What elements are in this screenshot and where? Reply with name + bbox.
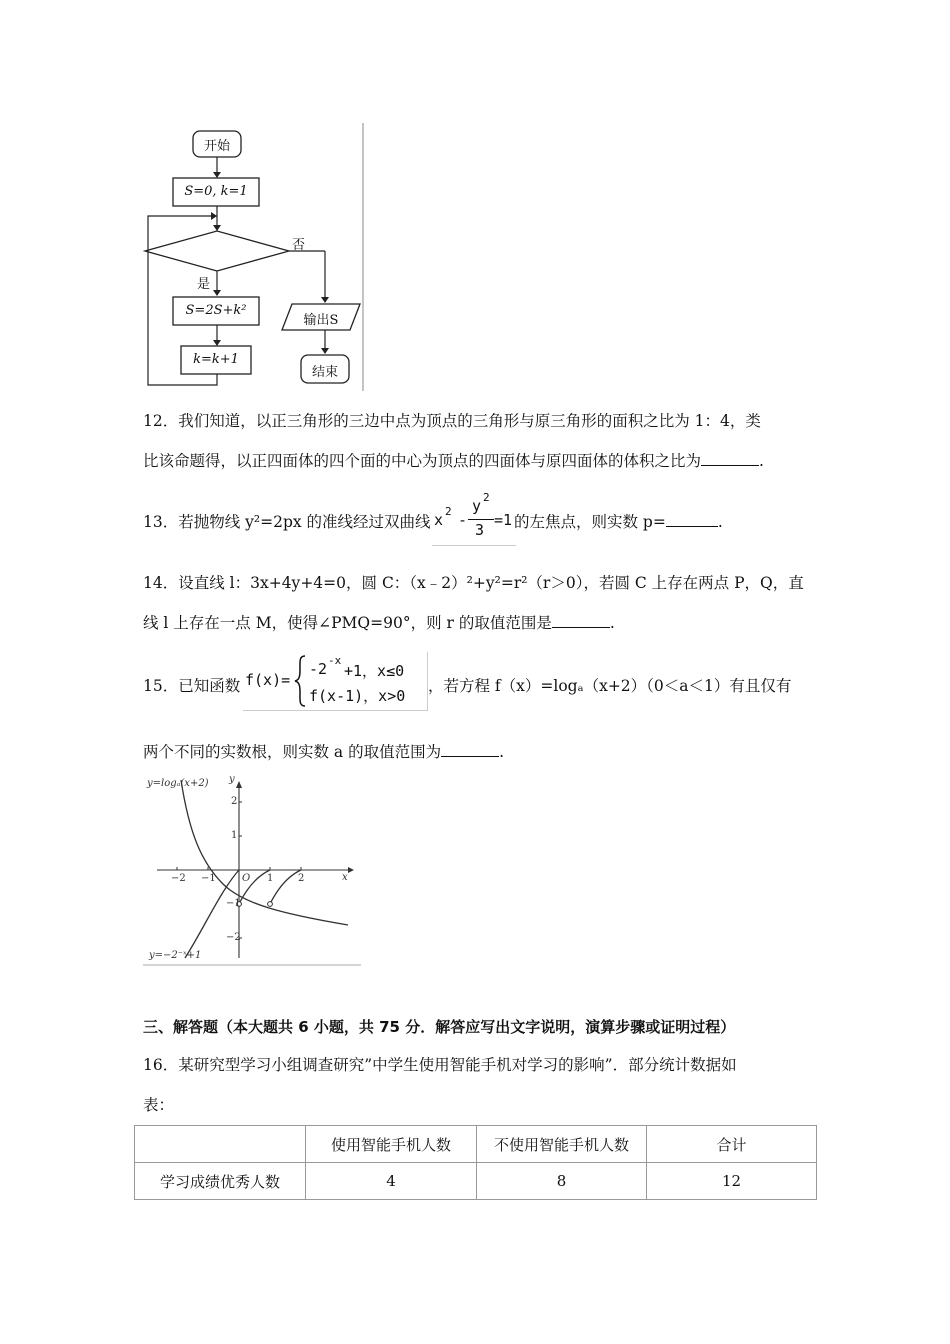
y-tick-neg1: −1 <box>226 898 241 909</box>
table-cell: 8 <box>477 1163 647 1200</box>
x-axis-label: x <box>342 872 348 883</box>
x-tick-neg2: −2 <box>171 873 186 884</box>
q13-answer-blank <box>666 526 718 527</box>
log-curve-label: y=logₐ(x+2) <box>147 778 209 789</box>
formula-y-exp: 2 <box>483 491 490 504</box>
table-header-cell: 不使用智能手机人数 <box>477 1126 647 1163</box>
q14-line2-text: 线 l 上存在一点 M，使得∠PMQ=90°，则 r 的取值范围是 <box>143 614 552 632</box>
start-label: 开始 <box>203 139 230 154</box>
log-curve <box>181 780 348 925</box>
q14-line2 <box>143 612 615 634</box>
table-header-row <box>135 1126 817 1163</box>
formula-x: x <box>434 511 444 529</box>
q14-end: . <box>609 614 615 632</box>
x-tick-2: 2 <box>298 873 305 884</box>
left-brace <box>293 654 307 708</box>
q14-line1: 14．设直线 l：3x+4y+4=0，圆 C：（x﹣2）²+y²=r²（r＞0），若圆 C 上存在两点 P，Q，直 <box>143 574 804 592</box>
q12-line2-text: 比该命题得，以正四面体的四个面的中心为顶点的四面体与原四面体的体积之比为 <box>143 452 702 470</box>
q13-line <box>143 511 431 533</box>
case1-rest: +1，x≤0 <box>344 662 405 680</box>
x-tick-neg1: −1 <box>201 873 216 884</box>
no-label: 否 <box>292 238 306 253</box>
q15-end: . <box>499 743 505 761</box>
q15-line2-text: 两个不同的实数根，则实数 a 的取值范围为 <box>143 743 442 761</box>
formula-den: 3 <box>475 521 485 539</box>
y-tick-2: 2 <box>231 796 238 807</box>
q13-prefix: 13．若抛物线 y²=2px 的准线经过双曲线 <box>143 513 431 531</box>
section3-heading: 三、解答题（本大题共 6 小题，共 75 分．解答应写出文字说明，演算步骤或证明过程） <box>143 1018 736 1036</box>
open-point-2 <box>268 902 273 907</box>
table-header-cell: 使用智能手机人数 <box>306 1126 477 1163</box>
exp-curve-label: y=−2⁻ˣ+1 <box>149 950 202 961</box>
formula-x-exp: 2 <box>445 505 452 518</box>
table-header-cell <box>135 1126 306 1163</box>
yes-label: 是 <box>197 277 211 292</box>
fraction-bar <box>468 519 494 520</box>
q15-line2 <box>143 741 504 763</box>
q15-piecewise <box>243 652 428 711</box>
output-label: 输出S <box>303 313 339 328</box>
graph-svg <box>143 772 361 966</box>
q13-formula <box>432 493 516 546</box>
function-graph <box>143 772 361 966</box>
q12-line2 <box>143 450 764 472</box>
flowchart-svg <box>140 123 366 393</box>
q13-suffix: 的左焦点，则实数 p= <box>514 513 666 531</box>
q12-line1: 12．我们知道，以正三角形的三边中点为顶点的三角形与原三角形的面积之比为 1：4，类 <box>143 412 761 430</box>
q15-prefix: 15．已知函数 <box>143 677 241 695</box>
q16-line2: 表： <box>143 1096 175 1114</box>
table-cell: 4 <box>306 1163 477 1200</box>
table-header-cell: 合计 <box>647 1126 817 1163</box>
end-label: 结束 <box>311 365 338 380</box>
decision-node <box>145 231 289 271</box>
x-tick-1: 1 <box>267 873 274 884</box>
q15-suffix: ，若方程 f（x）=logₐ（x+2）（0＜a＜1）有且仅有 <box>428 677 792 695</box>
table-cell: 12 <box>647 1163 817 1200</box>
q15-answer-blank <box>441 756 499 757</box>
q13-rest <box>514 511 723 533</box>
piece-2 <box>270 870 301 904</box>
case1-base: -2 <box>309 660 328 678</box>
table-row <box>135 1163 817 1200</box>
case2: f(x-1)，x>0 <box>309 687 406 705</box>
case1-exp: -x <box>328 654 342 667</box>
step2-label: k=k+1 <box>193 352 239 367</box>
y-tick-1: 1 <box>231 830 238 841</box>
q16-line1: 16．某研究型学习小组调查研究”中学生使用智能手机对学习的影响”．部分统计数据如 <box>143 1056 737 1074</box>
y-axis-label: y <box>229 774 235 785</box>
stats-table <box>134 1125 817 1200</box>
init-label: S=0, k=1 <box>184 184 248 199</box>
step1-label: S=2S+k² <box>185 303 247 318</box>
table-cell: 学习成绩优秀人数 <box>135 1163 306 1200</box>
piecewise-fx: f(x)= <box>245 671 291 689</box>
flowchart <box>140 123 366 393</box>
q12-answer-blank <box>701 465 759 466</box>
y-tick-neg2: −2 <box>226 932 241 943</box>
origin-label: O <box>242 873 251 884</box>
q14-answer-blank <box>552 627 610 628</box>
formula-y: y <box>472 497 482 515</box>
q12-end: . <box>759 452 764 470</box>
formula-eq: =1 <box>494 511 513 529</box>
q13-end: . <box>717 513 723 531</box>
formula-minus: - <box>458 511 468 529</box>
